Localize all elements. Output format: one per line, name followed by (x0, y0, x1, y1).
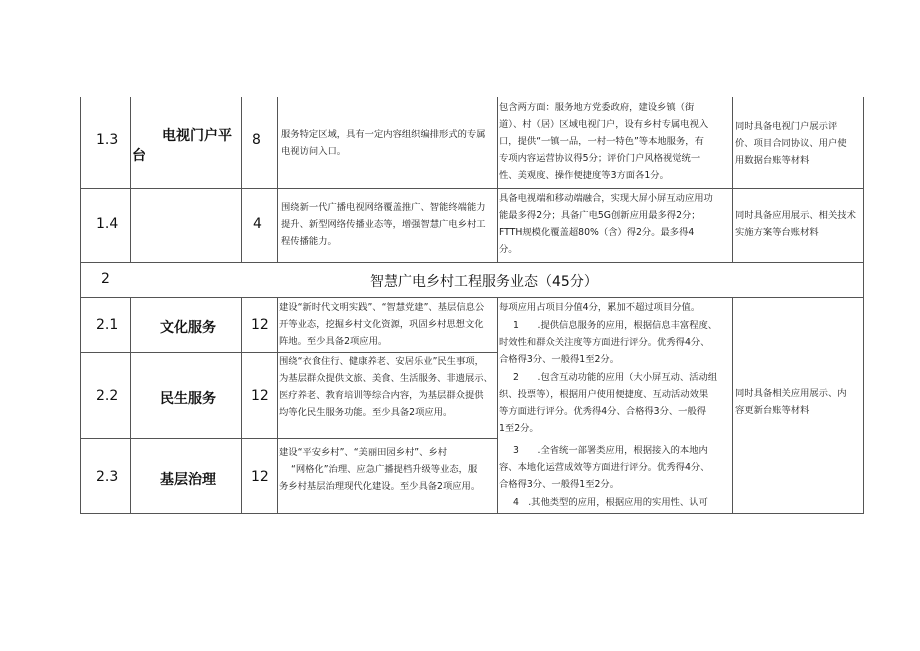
row-number: 2.3 (96, 469, 119, 485)
row-number: 1.3 (96, 132, 119, 148)
criteria-line: 口，提供“一镇一品，一村一特色”等本地服务，有 (499, 136, 704, 147)
content-line: 服务特定区域，具有一定内容组织编排形式的专属 (281, 129, 486, 140)
materials-line: 同时具备应用展示、相关技术 (735, 210, 856, 221)
grid-line (80, 262, 864, 263)
criteria-line: 具备电视端和移动端融合，实现大屏小屏互动应用功 (499, 193, 713, 204)
grid-line (241, 97, 242, 262)
content-line: 电视访问入口。 (281, 146, 347, 157)
row-name-line: 电视门户平 (162, 128, 232, 144)
grid-line (732, 97, 733, 262)
row-score: 12 (251, 317, 269, 333)
section-number: 2 (101, 271, 110, 287)
content-line: 开等业态，挖掘乡村文化资源，巩固乡村思想文化 (279, 319, 484, 330)
content-line: 建设“新时代文明实践”、“智慧党建”、基层信息公 (279, 302, 485, 313)
content-line: 阵地。至少具备2项应用。 (279, 336, 388, 347)
grid-line (80, 438, 498, 439)
materials-line: 用数据台账等材料 (735, 155, 810, 166)
row-number: 1.4 (96, 216, 119, 232)
criteria-line: 合格得3分、一般得1至2分。 (499, 354, 620, 365)
materials-line: 容更新台账等材料 (735, 405, 810, 416)
grid-line (497, 97, 498, 262)
criteria-line: 专项内容运营协议得5分；评价门户风格视觉统一 (499, 153, 701, 164)
criteria-line: FTTH规模化覆盖超80%（含）得2分。最多得4 (499, 227, 695, 238)
row-score: 12 (251, 469, 269, 485)
grid-line (277, 97, 278, 262)
criteria-line: 2 .包含互动功能的应用（大小屏互动、活动组 (513, 372, 718, 383)
content-line: 建设“平安乡村”、“美丽田园乡村”、乡村 (279, 447, 448, 458)
criteria-line: 包含两方面：服务地方党委政府，建设乡镇（街 (499, 102, 695, 113)
criteria-line: 织、投票等），根据用户使用便捷度、互动活动效果 (499, 389, 709, 400)
criteria-line: 每项应用占项目分值4分，累加不超过项目分值。 (499, 302, 701, 313)
criteria-line: 容、本地化运营成效等方面进行评分。优秀得4分、 (499, 462, 710, 473)
grid-line (130, 297, 131, 513)
grid-line (241, 297, 242, 513)
criteria-line: 3 .全省统一部署类应用，根据接入的本地内 (513, 445, 708, 456)
content-line: 程传播能力。 (281, 236, 337, 247)
row-name-line: 台 (132, 148, 146, 164)
criteria-line: 1 .提供信息服务的应用，根据信息丰富程度、 (513, 320, 718, 331)
criteria-line: 性、美观度、操作便捷度等3方面各1分。 (499, 170, 669, 181)
criteria-line: 1至2分。 (499, 423, 539, 434)
criteria-line: 道）、村（居）区域电视门户，设有乡村专属电视入 (499, 119, 709, 130)
content-line: 围绕新一代广播电视网络覆盖推广、智能终端能力 (281, 202, 486, 213)
grid-line (732, 297, 733, 513)
content-line: “网格化”治理、应急广播提档升级等业态，服 (291, 464, 478, 475)
content-line: 医疗养老、教育培训等综合内容，为基层群众提供 (279, 390, 484, 401)
content-line: 务乡村基层治理现代化建设。至少具备2项应用。 (279, 481, 481, 492)
content-line: 均等化民生服务功能。至少具备2项应用。 (279, 407, 453, 418)
criteria-line: 等方面进行评分。优秀得4分、合格得3分、一般得 (499, 406, 707, 417)
criteria-line: 能最多得2分；具备广电5G创新应用最多得2分； (499, 210, 701, 221)
grid-line (277, 297, 278, 513)
row-score: 8 (252, 132, 261, 148)
materials-line: 价、项目合同协议、用户使 (735, 138, 847, 149)
criteria-line: 时效性和群众关注度等方面进行评分。优秀得4分、 (499, 337, 710, 348)
row-number: 2.1 (96, 317, 119, 333)
grid-line (80, 513, 864, 514)
row-name: 民生服务 (160, 391, 216, 407)
row-score: 4 (253, 216, 262, 232)
grid-line (130, 97, 131, 262)
materials-line: 实施方案等台账材料 (735, 227, 819, 238)
criteria-line: 合格得3分、一般得1至2分。 (499, 479, 620, 490)
materials-line: 同时具备电视门户展示评 (735, 121, 838, 132)
grid-line (80, 97, 81, 513)
row-name: 文化服务 (160, 320, 216, 336)
content-line: 提升、新型网络传播业态等，增强智慧广电乡村工 (281, 219, 486, 230)
criteria-line: 4 .其他类型的应用，根据应用的实用性、认可 (513, 497, 708, 508)
row-number: 2.2 (96, 388, 119, 404)
content-line: 围绕“衣食住行、健康养老、安居乐业”民生事项， (279, 356, 484, 367)
content-line: 为基层群众提供文旅、美食、生活服务、非遗展示、 (279, 373, 493, 384)
section-title: 智慧广电乡村工程服务业态（45分） (370, 274, 598, 290)
grid-line (80, 188, 864, 189)
materials-line: 同时具备相关应用展示、内 (735, 388, 847, 399)
grid-line (497, 297, 498, 513)
row-name: 基层治理 (160, 472, 216, 488)
criteria-line: 分。 (499, 244, 518, 255)
grid-line (863, 97, 864, 513)
grid-line (80, 297, 864, 298)
row-score: 12 (251, 388, 269, 404)
